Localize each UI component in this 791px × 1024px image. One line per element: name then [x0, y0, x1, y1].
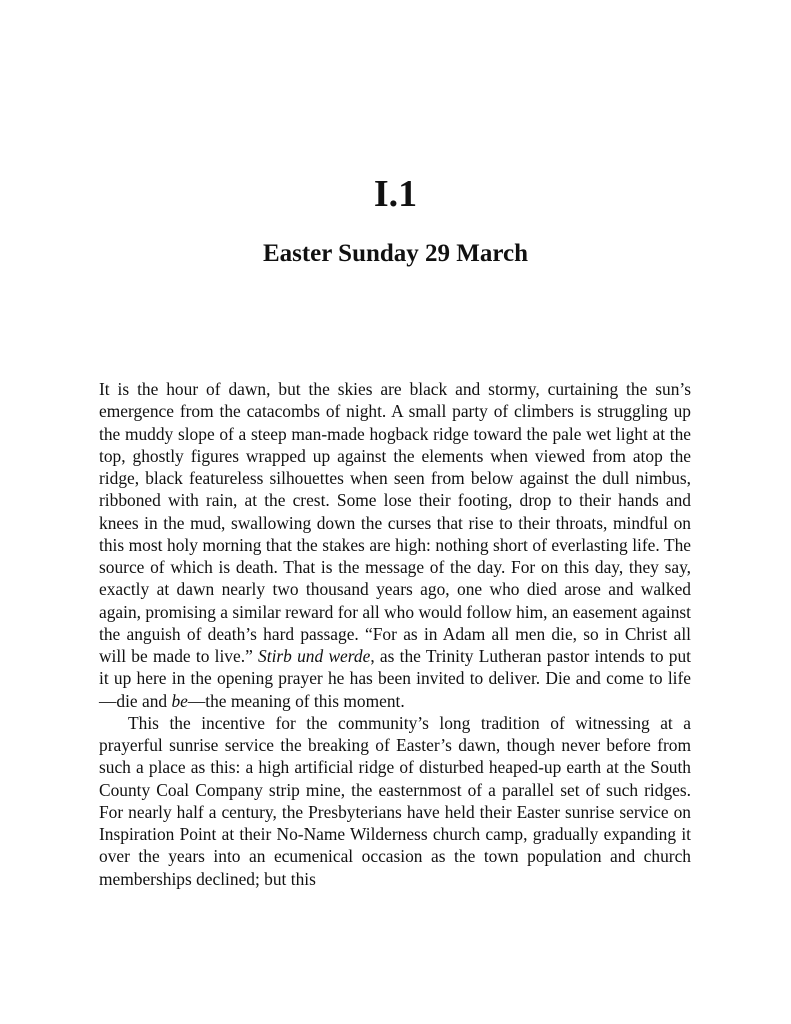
text-segment: , as the Trinity Lutheran pastor intends to put it up here in the opening prayer he has been invited to deliver. Die and come to life—die and — [99, 646, 691, 711]
italic-phrase-stirb-und-werde: Stirb und werde — [258, 646, 371, 666]
paragraph-1 — [99, 378, 691, 712]
text-segment: It is the hour of dawn, but the skies are black and stormy, curtaining the sun’s emergence from the catacombs of night. A small party of climbers is struggling up the muddy slope of a steep man-made hogback ridge toward the pale wet light at the top, ghostly figures wrapped up against the elements when viewed from atop the ridge, black featureless silhouettes when seen from below against the dull nimbus, ribboned with rain, at the crest. Some lose their footing, drop to their hands and knees in the mud, swallowing down the curses that rise to their throats, mindful on this most holy morning that the stakes are high: nothing short of everlasting life. The source of which is death. That is the message of the day. For on this day, they say, exactly at dawn nearly two thousand years ago, one who died arose and walked again, promising a similar reward for all who would follow him, an easement against the anguish of death’s hard passage. “For as in Adam all men die, so in Christ all will be made to live.” — [99, 379, 691, 666]
text-segment: —the meaning of this moment. — [187, 690, 405, 711]
body-text — [99, 378, 691, 890]
chapter-number: I.1 — [373, 173, 418, 215]
italic-word-be: be — [171, 690, 188, 711]
text-segment: This the incentive for the community’s long tradition of witnessing at a prayerful sunrise service the breaking of Easter’s dawn, though never before from such a place as this: a high artificial ridge of disturbed heaped-up earth at the South County Coal Company strip mine, the easternmost of a parallel set of such ridges. For nearly half a century, the Presbyterians have held their Easter sunrise service on Inspiration Point at their No-Name Wilderness church camp, gradually expanding it over the years into an ecumenical occasion as the town population and church memberships declined; but this — [99, 712, 691, 889]
chapter-title: Easter Sunday 29 March — [262, 240, 529, 267]
paragraph-2 — [99, 712, 691, 890]
